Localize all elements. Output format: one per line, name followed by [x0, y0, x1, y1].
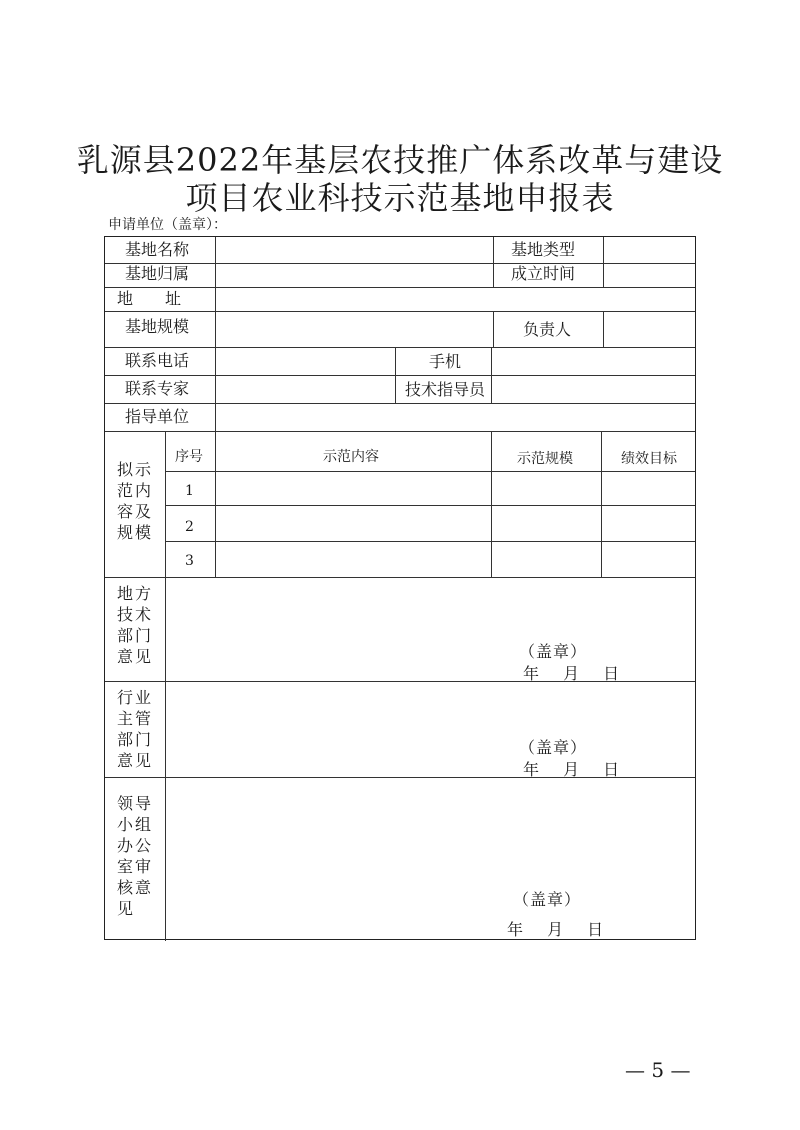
content-header: 示范内容 — [323, 449, 379, 465]
contact-phone-label: 联系电话 — [125, 351, 190, 370]
col-divider — [215, 237, 216, 431]
col-divider — [215, 431, 216, 577]
base-scale-label: 基地规模 — [125, 317, 190, 336]
row-number: 3 — [185, 553, 194, 569]
base-type-label: 基地类型 — [511, 240, 576, 259]
col-divider — [491, 347, 492, 403]
seq-header: 序号 — [175, 449, 203, 465]
row-number: 1 — [185, 483, 194, 499]
address-label: 地 址 — [117, 289, 182, 308]
title-line-1: 乳源县2022年基层农技推广体系改革与建设 — [76, 141, 724, 179]
tech-instructor-label: 技术指导员 — [405, 380, 486, 399]
page-number: — 5 — — [625, 1058, 691, 1082]
row-divider — [165, 541, 695, 542]
row-divider — [165, 471, 695, 472]
target-header: 绩效目标 — [621, 451, 677, 467]
col-divider — [603, 237, 604, 287]
date-placeholder: 年 月 日 — [523, 760, 621, 779]
industry-dept-opinion-label: 行业主管部门意见 — [117, 688, 154, 770]
row-divider — [105, 431, 695, 432]
applicant-label: 申请单位（盖章）： — [108, 217, 227, 233]
person-in-charge-label: 负责人 — [523, 320, 572, 339]
col-divider — [601, 431, 602, 577]
contact-expert-label: 联系专家 — [125, 379, 190, 398]
seal-placeholder: （盖章） — [519, 642, 588, 661]
col-divider — [603, 311, 604, 347]
col-divider — [493, 311, 494, 347]
col-divider — [395, 347, 396, 403]
col-divider — [491, 431, 492, 577]
row-divider — [105, 287, 695, 288]
row-divider — [105, 347, 695, 348]
col-divider — [493, 237, 494, 287]
leading-group-office-opinion-label: 领导小组办公室审核意见 — [117, 794, 154, 918]
application-form-table — [104, 236, 696, 940]
row-divider — [105, 311, 695, 312]
base-name-label: 基地名称 — [125, 240, 190, 259]
row-number: 2 — [185, 519, 194, 535]
scale-header: 示范规模 — [517, 451, 573, 467]
row-divider — [105, 375, 695, 376]
row-divider — [105, 263, 695, 264]
seal-placeholder: （盖章） — [513, 890, 582, 909]
row-divider — [165, 505, 695, 506]
guidance-unit-label: 指导单位 — [125, 407, 190, 426]
mobile-label: 手机 — [429, 352, 462, 371]
col-divider — [165, 431, 166, 941]
demo-section-label: 拟示范内容及规模 — [117, 460, 154, 542]
seal-placeholder: （盖章） — [519, 738, 588, 757]
local-tech-dept-opinion-label: 地方技术部门意见 — [117, 584, 154, 666]
date-placeholder: 年 月 日 — [507, 920, 605, 939]
base-affiliation-label: 基地归属 — [125, 264, 190, 283]
row-divider — [105, 577, 695, 578]
established-time-label: 成立时间 — [511, 264, 576, 283]
row-divider — [105, 403, 695, 404]
date-placeholder: 年 月 日 — [523, 664, 621, 683]
title-line-2: 项目农业科技示范基地申报表 — [185, 179, 615, 217]
